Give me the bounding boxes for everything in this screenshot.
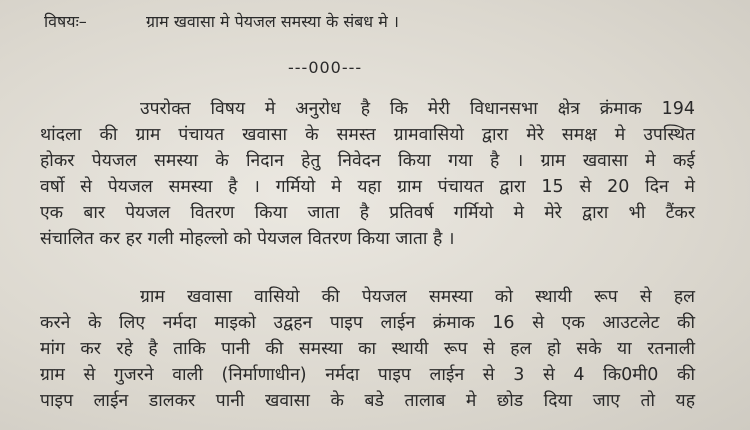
paragraph2-line: ग्राम खवासा वासियो की पेयजल समस्या को स्थायी रूप से हल — [140, 287, 695, 307]
paragraph1-line: वर्षो से पेयजल समस्या है । गर्मियो मे यहा ग्राम पंचायत द्वारा 15 से 20 दिन मे — [40, 177, 695, 197]
paragraph2-line: ग्राम से गुजरने वाली (निर्माणाधीन) नर्मदा पाइप लाईन से 3 से 4 कि0मी0 की — [40, 365, 695, 385]
paragraph1-line: होकर पेयजल समस्या के निदान हेतु निवेदन किया गया है । ग्राम खवासा मे कई — [40, 151, 695, 171]
subject-label: विषयः– — [44, 12, 87, 31]
paragraph2-line: करने के लिए नर्मदा माइको उद्वहन पाइप लाईन क्रंमाक 16 से एक आउटलेट की — [40, 313, 695, 333]
separator: ---000--- — [288, 58, 363, 77]
paragraph1-line: उपरोक्त विषय मे अनुरोध है कि मेरी विधानसभा क्षेत्र क्रंमाक 194 — [140, 99, 695, 119]
paragraph1-line: थांदला की ग्राम पंचायत खवासा के समस्त ग्रामवासियो द्वारा मेरे समक्ष मे उपस्थित — [40, 125, 695, 145]
paragraph1-line: एक बार पेयजल वितरण किया जाता है प्रतिवर्ष गर्मियो मे मेरे द्वारा भी टैंकर — [40, 203, 695, 223]
paragraph2-line: मांग कर रहे है ताकि पानी की समस्या का स्थायी रूप से हल हो सके या रतनाली — [40, 339, 695, 359]
subject-text: ग्राम खवासा मे पेयजल समस्या के संबध मे । — [146, 12, 399, 31]
paragraph2-line: पाइप लाईन डालकर पानी खवासा के बडे तालाब मे छोड दिया जाए तो यह — [40, 391, 695, 411]
paragraph1-line: संचालित कर हर गली मोहल्लो को पेयजल वितरण किया जाता है । — [40, 229, 455, 249]
